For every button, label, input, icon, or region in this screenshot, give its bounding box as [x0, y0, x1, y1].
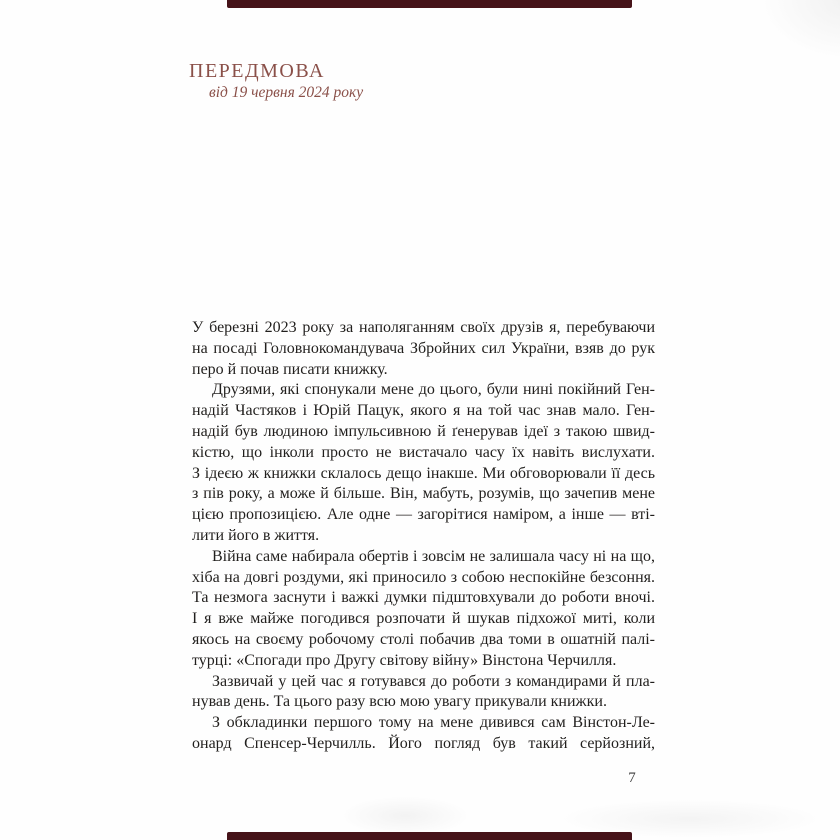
text-line: якось на своєму робочому столі побачив два томи в ошатній палі- [192, 630, 655, 648]
text-line: надій був людиною імпульсивною й ґенерував ідеї з такою швид- [192, 422, 655, 440]
text-line: Зазвичай у цей час я готувався до роботи з командирами й пла- [212, 672, 655, 690]
cover-edge-top [227, 0, 632, 8]
scan-artifact [340, 796, 470, 836]
text-line: кістю, що інколи просто не вистачало часу їх навіть вислухати. [192, 443, 655, 461]
body-text [192, 318, 655, 755]
text-line: Та незмога заснути і важкі думки підштовхували до роботи вночі. [192, 589, 655, 607]
text-line: Війна саме набирала обертів і зовсім не залишала часу ні на що, [212, 547, 655, 565]
text-line: онард Спенсер-Черчилль. Його погляд був такий серйозний, [192, 734, 655, 752]
scan-artifact [760, 0, 840, 60]
text-line: хіба на довгі роздуми, які приносило з собою неспокійне безсоння. [192, 568, 655, 586]
text-line: З ідеєю ж книжки склалось дещо інакше. Ми обговорювали її десь [192, 464, 655, 482]
text-line: лити його в життя. [192, 526, 320, 544]
text-line: перо й почав писати книжку. [192, 360, 388, 378]
cover-edge-bottom [227, 832, 632, 840]
text-line: на посаді Головнокомандувача Збройних сил України, взяв до рук [192, 339, 655, 357]
text-line: З обкладинки першого тому на мене дивився сам Вінстон-Ле- [212, 714, 655, 732]
text-line: надій Частяков і Юрій Пацук, якого я на той час знав мало. Ген- [192, 402, 655, 420]
text-line: У березні 2023 року за наполяганням своїх друзів я, перебуваючи [192, 319, 655, 336]
text-line: цією пропозицією. Але одне — загорітися наміром, а інше — вті- [192, 506, 655, 524]
text-line: турці: «Спогади про Другу світову війну» Вінстона Черчилля. [192, 651, 617, 669]
text-line: з пів року, а може й більше. Він, мабуть, розумів, що зачепив мене [192, 485, 655, 503]
chapter-heading: ПЕРЕДМОВА [189, 60, 325, 82]
text-line: І я вже майже погодився розпочати й шукав підхожої миті, коли [192, 610, 655, 628]
text-line: Друзями, які спонукали мене до цього, були нині покійний Ген- [212, 381, 655, 399]
page-number: 7 [628, 770, 636, 786]
chapter-date-line: від 19 червня 2024 року [209, 84, 364, 101]
text-line: нував день. Та цього разу всю мою увагу прикували книжки. [192, 693, 607, 711]
